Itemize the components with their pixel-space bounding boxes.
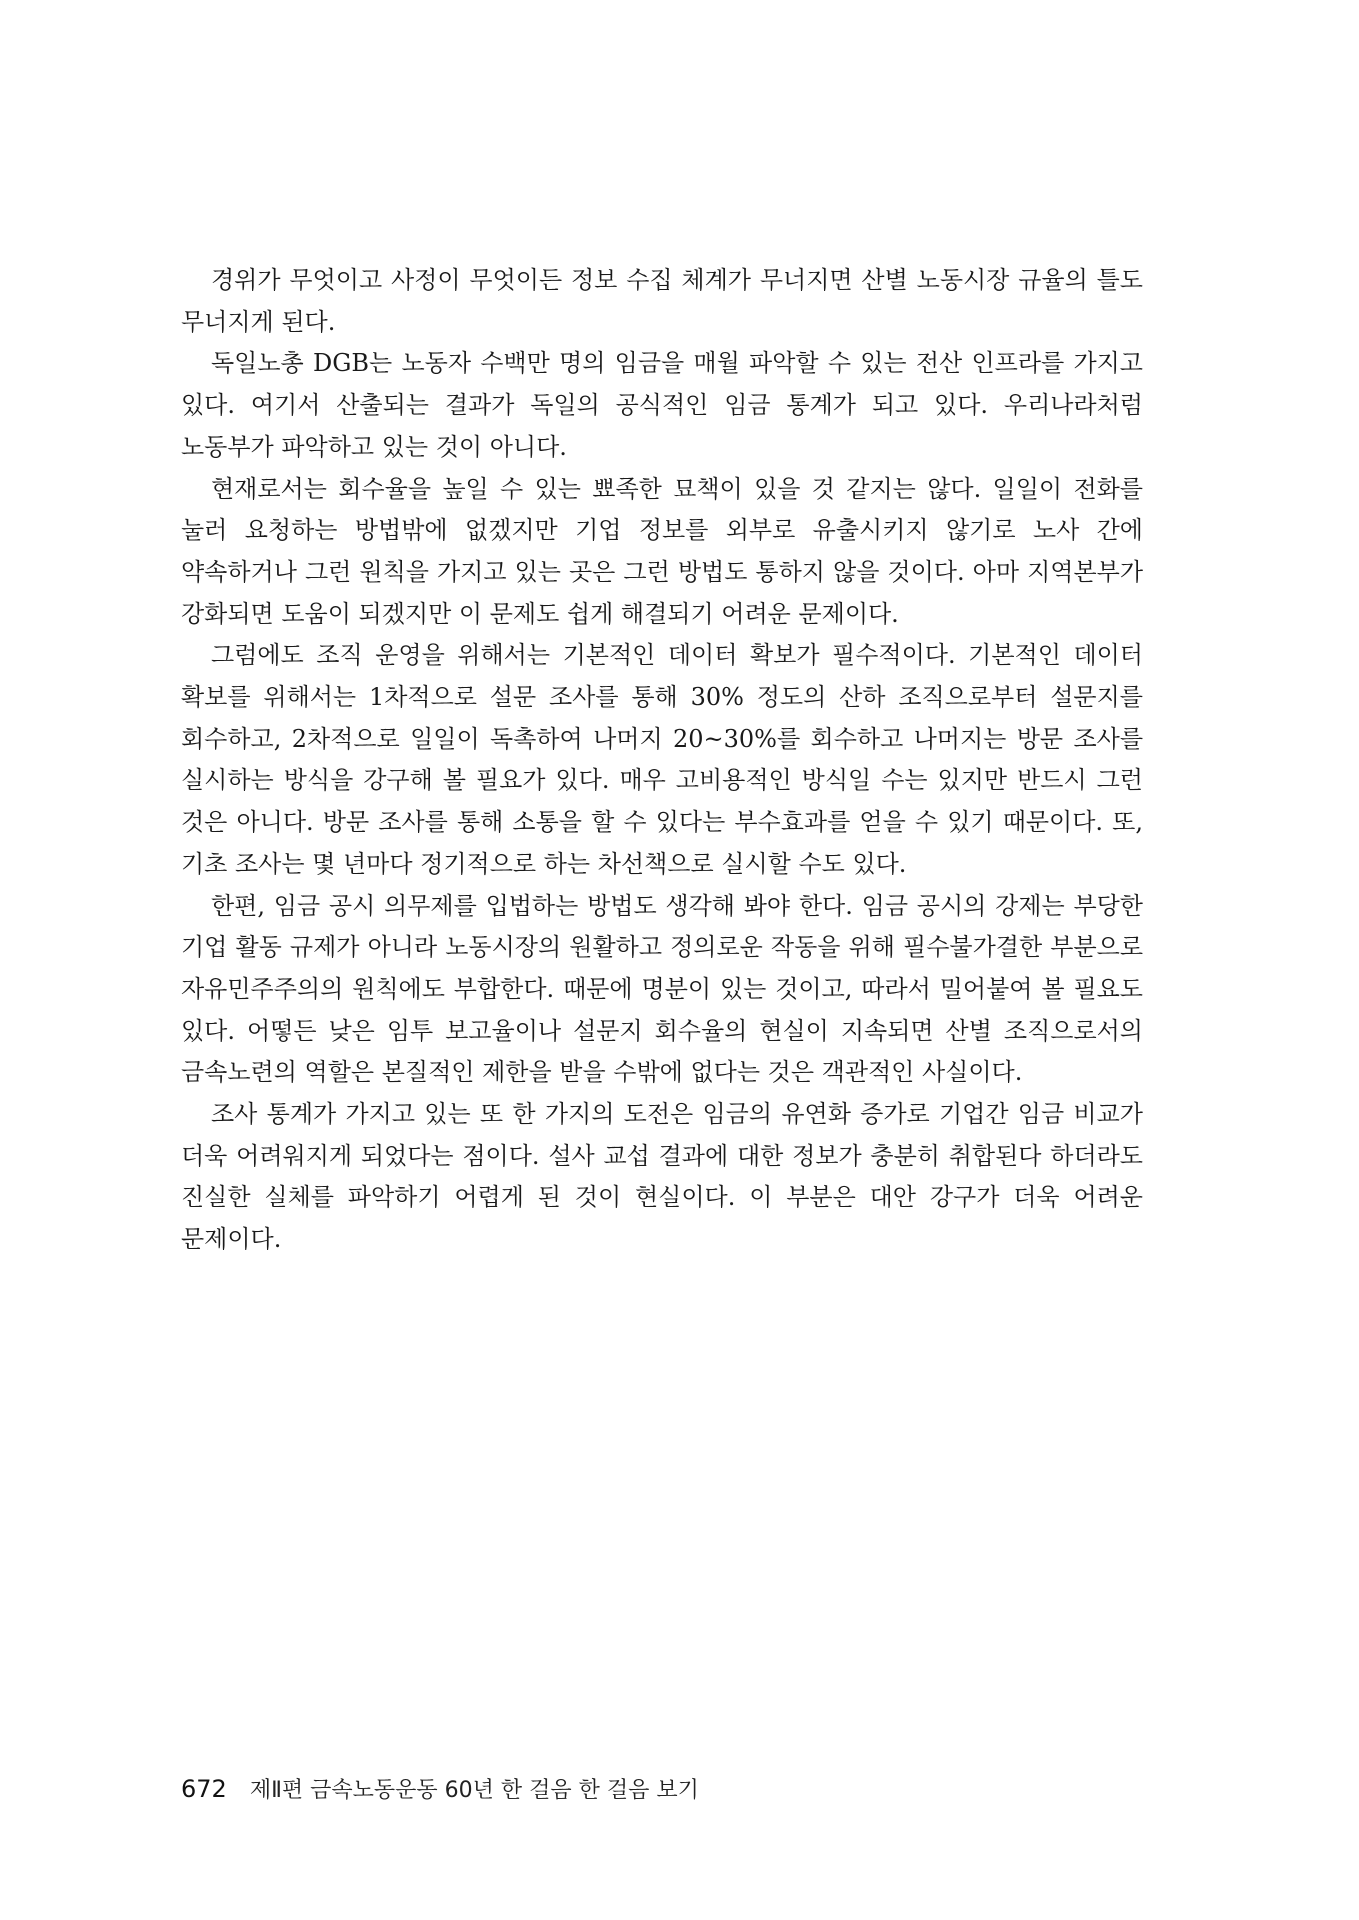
body-text	[181, 260, 1143, 1261]
paragraph-2: 독일노총 DGB는 노동자 수백만 명의 임금을 매월 파악할 수 있는 전산 인프라를 가지고 있다. 여기서 산출되는 결과가 독일의 공식적인 임금 통계가 되고 있다. 우리나라처럼 노동부가 파악하고 있는 것이 아니다.	[181, 349, 1143, 461]
running-title: 제Ⅱ편 금속노동운동 60년 한 걸음 한 걸음 보기	[249, 1778, 699, 1803]
paragraph-6: 조사 통계가 가지고 있는 또 한 가지의 도전은 임금의 유연화 증가로 기업간 임금 비교가 더욱 어려워지게 되었다는 점이다. 설사 교섭 결과에 대한 정보가 충분히 취합된다 하더라도 진실한 실체를 파악하기 어렵게 된 것이 현실이다. 이 부분은 대안 강구가 더욱 어려운 문제이다.	[181, 1100, 1143, 1254]
paragraph-3: 현재로서는 회수율을 높일 수 있는 뾰족한 묘책이 있을 것 같지는 않다. 일일이 전화를 눌러 요청하는 방법밖에 없겠지만 기업 정보를 외부로 유출시키지 않기로 노사 간에 약속하거나 그런 원칙을 가지고 있는 곳은 그런 방법도 통하지 않을 것이다. 아마 지역본부가 강화되면 도움이 되겠지만 이 문제도 쉽게 해결되기 어려운 문제이다.	[181, 474, 1143, 628]
page-number: 672	[181, 1775, 227, 1803]
paragraph-5: 한편, 임금 공시 의무제를 입법하는 방법도 생각해 봐야 한다. 임금 공시의 강제는 부당한 기업 활동 규제가 아니라 노동시장의 원활하고 정의로운 작동을 위해 필수불가결한 부분으로 자유민주주의의 원칙에도 부합한다. 때문에 명분이 있는 것이고, 따라서 밀어붙여 볼 필요도 있다. 어떻든 낮은 임투 보고율이나 설문지 회수율의 현실이 지속되면 산별 조직으로서의 금속노련의 역할은 본질적인 제한을 받을 수밖에 없다는 것은 객관적인 사실이다.	[181, 891, 1143, 1087]
page-footer	[181, 1773, 699, 1804]
paragraph-1: 경위가 무엇이고 사정이 무엇이든 정보 수집 체계가 무너지면 산별 노동시장 규율의 틀도 무너지게 된다.	[181, 266, 1143, 336]
paragraph-4: 그럼에도 조직 운영을 위해서는 기본적인 데이터 확보가 필수적이다. 기본적인 데이터 확보를 위해서는 1차적으로 설문 조사를 통해 30% 정도의 산하 조직으로부터 설문지를 회수하고, 2차적으로 일일이 독촉하여 나머지 20~30%를 회수하고 나머지는 방문 조사를 실시하는 방식을 강구해 볼 필요가 있다. 매우 고비용적인 방식일 수는 있지만 반드시 그런 것은 아니다. 방문 조사를 통해 소통을 할 수 있다는 부수효과를 얻을 수 있기 때문이다. 또, 기초 조사는 몇 년마다 정기적으로 하는 차선책으로 실시할 수도 있다.	[181, 641, 1143, 878]
